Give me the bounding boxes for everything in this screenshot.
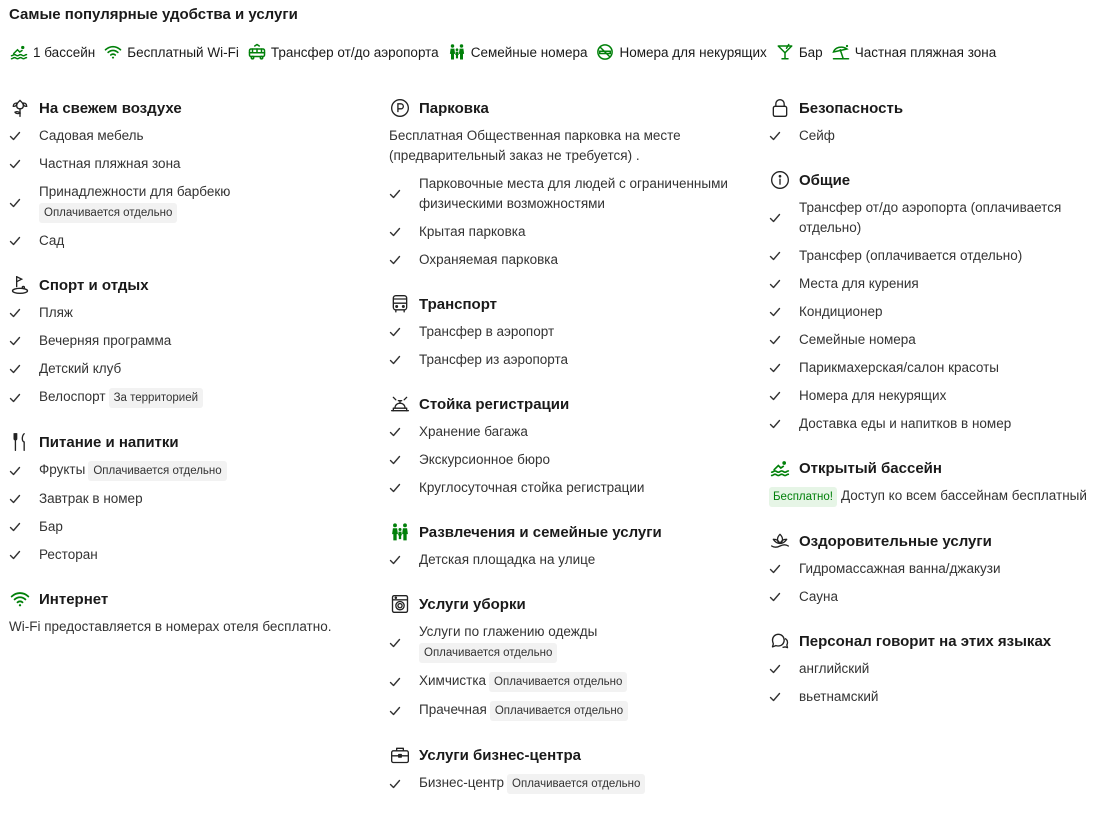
check-icon — [769, 358, 791, 378]
facility-item-body — [419, 696, 628, 725]
check-icon — [9, 359, 31, 379]
facilities-column-3 — [769, 94, 1105, 727]
check-icon — [9, 231, 31, 251]
section-title: Услуги уборки — [419, 595, 526, 613]
facility-section-entertainment — [389, 518, 759, 574]
price-badge: Оплачивается отдельно — [419, 643, 557, 663]
beach-icon — [831, 42, 851, 62]
page-title: Самые популярные удобства и услуги — [9, 6, 298, 23]
facility-item-body — [39, 541, 98, 569]
facility-item-body — [39, 456, 227, 485]
facility-item — [9, 327, 369, 355]
facility-item — [389, 418, 759, 446]
facility-item-text: Доставка еды и напитков в номер — [799, 416, 1012, 431]
facility-item-text: Ресторан — [39, 547, 98, 562]
facility-item-text: Завтрак в номер — [39, 491, 143, 506]
facility-item-text: Парикмахерская/салон красоты — [799, 360, 1000, 375]
wifi-icon — [9, 588, 31, 610]
facility-item-text: Частная пляжная зона — [39, 156, 181, 171]
facility-item-body — [419, 769, 645, 798]
no-smoking-icon — [595, 42, 615, 62]
section-title: Интернет — [39, 590, 109, 608]
section-header — [389, 741, 759, 769]
facility-item-text: Номера для некурящих — [799, 388, 947, 403]
check-icon — [9, 545, 31, 565]
flower-icon — [9, 97, 31, 119]
check-icon — [389, 478, 411, 498]
popular-facility-item — [775, 42, 823, 62]
facility-item-text: вьетнамский — [799, 689, 879, 704]
section-header — [769, 527, 1105, 555]
facility-item — [389, 618, 759, 667]
facility-item-text: Детский клуб — [39, 361, 122, 376]
facility-item-body — [39, 299, 73, 327]
popular-facility-label: Номера для некурящих — [619, 44, 767, 60]
facility-item-body — [39, 227, 64, 255]
check-icon — [389, 350, 411, 370]
check-icon — [769, 659, 791, 679]
facility-item-text: Бар — [39, 519, 63, 534]
facility-item-body — [39, 150, 181, 178]
popular-facility-item — [831, 42, 997, 62]
facility-item-text: Сад — [39, 233, 65, 248]
facility-item-body — [419, 446, 550, 474]
check-icon — [769, 559, 791, 579]
facility-item-text: Пляж — [39, 305, 73, 320]
check-icon — [9, 331, 31, 351]
check-icon — [9, 193, 31, 213]
price-badge: Оплачивается отдельно — [88, 461, 226, 481]
check-icon — [389, 774, 411, 794]
popular-facility-item — [247, 42, 439, 62]
facility-item — [389, 474, 759, 502]
section-title: Спорт и отдых — [39, 276, 149, 294]
check-icon — [389, 184, 411, 204]
facility-section-sport — [9, 271, 369, 412]
check-icon — [9, 154, 31, 174]
facility-item — [9, 122, 369, 150]
facility-item — [389, 696, 759, 725]
facility-item-body — [39, 383, 203, 412]
cocktail-icon — [775, 42, 795, 62]
section-header — [769, 454, 1105, 482]
check-icon — [769, 587, 791, 607]
facility-item-text: Химчистка — [419, 673, 487, 688]
facility-item-text: Вечерняя программа — [39, 333, 172, 348]
free-badge: Бесплатно! — [769, 487, 837, 507]
facility-item-body — [39, 513, 63, 541]
facility-item — [9, 383, 369, 412]
facility-item-body — [39, 485, 143, 513]
facility-item — [389, 769, 759, 798]
check-icon — [9, 126, 31, 146]
facility-item-body — [419, 170, 759, 218]
section-header — [9, 428, 369, 456]
section-title: Питание и напитки — [39, 433, 179, 451]
facility-item-body — [799, 298, 883, 326]
parking-icon — [389, 97, 411, 119]
info-icon — [769, 169, 791, 191]
facility-item-body — [39, 122, 144, 150]
facility-item — [389, 170, 759, 218]
facility-item-body — [419, 474, 644, 502]
facility-item-text: Бизнес-центр — [419, 775, 505, 790]
section-header — [9, 271, 369, 299]
facility-section-food — [9, 428, 369, 569]
popular-facility-label: Частная пляжная зона — [854, 44, 997, 60]
facility-item-body — [799, 555, 1001, 583]
facility-item-text: Услуги по глажению одежды — [419, 624, 598, 639]
free-text: Доступ ко всем бассейнам бесплатный — [840, 488, 1087, 503]
facility-section-wellness — [769, 527, 1105, 611]
facility-item-text: Трансфер (оплачивается отдельно) — [799, 248, 1023, 263]
price-badge: За территорией — [109, 388, 203, 408]
popular-facility-item — [447, 42, 588, 62]
section-title: Транспорт — [419, 295, 498, 313]
check-icon — [389, 550, 411, 570]
facility-item-body — [799, 583, 838, 611]
facility-item-body — [799, 270, 919, 298]
facility-item-body — [419, 418, 528, 446]
facility-item-body — [419, 546, 595, 574]
facility-item-text: Трансфер от/до аэропорта (оплачивается отдельно) — [799, 200, 1062, 235]
facility-item-text: Прачечная — [419, 702, 487, 717]
section-title: На свежем воздухе — [39, 99, 182, 117]
facility-item-body — [799, 655, 869, 683]
facility-item — [9, 178, 369, 227]
facility-section-languages — [769, 627, 1105, 711]
golf-icon — [9, 274, 31, 296]
section-header — [769, 166, 1105, 194]
facility-section-transport — [389, 290, 759, 374]
section-title: Стойка регистрации — [419, 395, 570, 413]
facility-item — [769, 410, 1105, 438]
section-header — [389, 94, 759, 122]
facility-section-security — [769, 94, 1105, 150]
check-icon — [769, 274, 791, 294]
facility-item-text: Хранение багажа — [419, 424, 528, 439]
check-icon — [769, 246, 791, 266]
check-icon — [9, 461, 31, 481]
section-header — [9, 94, 369, 122]
facility-item-text: Места для курения — [799, 276, 919, 291]
facility-item-text: Трансфер из аэропорта — [419, 352, 569, 367]
facility-item-body — [799, 382, 946, 410]
facility-item — [389, 446, 759, 474]
check-icon — [9, 517, 31, 537]
price-badge: Оплачивается отдельно — [39, 203, 177, 223]
facility-item-text: Крытая парковка — [419, 224, 526, 239]
facility-section-cleaning — [389, 590, 759, 725]
facility-section-business — [389, 741, 759, 798]
facility-item — [769, 298, 1105, 326]
price-badge: Оплачивается отдельно — [490, 701, 628, 721]
facility-item-text: Принадлежности для барбекю — [39, 184, 231, 199]
facility-item — [9, 485, 369, 513]
facility-item-text: Семейные номера — [799, 332, 916, 347]
facility-section-reception — [389, 390, 759, 502]
facility-item — [769, 555, 1105, 583]
section-header — [769, 94, 1105, 122]
wifi-icon — [103, 42, 123, 62]
facility-item — [769, 270, 1105, 298]
reception-bell-icon — [389, 393, 411, 415]
check-icon — [769, 126, 791, 146]
facility-item-text: Гидромассажная ванна/джакузи — [799, 561, 1001, 576]
facility-item-body — [39, 178, 230, 227]
check-icon — [769, 386, 791, 406]
facility-item — [389, 246, 759, 274]
facility-item — [9, 299, 369, 327]
facility-item-body — [419, 346, 568, 374]
popular-facilities-row — [9, 42, 996, 62]
facility-item — [769, 326, 1105, 354]
check-icon — [769, 687, 791, 707]
section-title: Открытый бассейн — [799, 459, 942, 477]
facility-item-text: Круглосуточная стойка регистрации — [419, 480, 645, 495]
briefcase-icon — [389, 744, 411, 766]
facility-item — [769, 683, 1105, 711]
popular-facility-label: Трансфер от/до аэропорта — [270, 44, 439, 60]
facility-item-body — [419, 218, 525, 246]
check-icon — [769, 302, 791, 322]
check-icon — [389, 633, 411, 653]
facility-item — [389, 218, 759, 246]
section-title: Услуги бизнес-центра — [419, 746, 581, 764]
facility-item-text: Фрукты — [39, 462, 86, 477]
facility-item-body — [419, 618, 597, 667]
family-icon — [389, 521, 411, 543]
check-icon — [769, 414, 791, 434]
facility-item — [9, 513, 369, 541]
section-header — [389, 518, 759, 546]
facility-item — [9, 456, 369, 485]
facility-item — [9, 355, 369, 383]
facility-item-body — [419, 667, 627, 696]
facility-item — [769, 583, 1105, 611]
check-icon — [389, 250, 411, 270]
facility-item-body — [799, 122, 835, 150]
section-header — [389, 390, 759, 418]
popular-facility-label: Бар — [798, 44, 823, 60]
facilities-column-2 — [389, 94, 759, 814]
facility-item-body — [799, 194, 1105, 242]
section-description: Wi-Fi предоставляется в номерах отеля бесплатно. — [9, 619, 332, 634]
facility-item-text: английский — [799, 661, 870, 676]
section-title: Парковка — [419, 99, 489, 117]
facility-item — [769, 194, 1105, 242]
check-icon — [769, 330, 791, 350]
facility-item-text: Трансфер в аэропорт — [419, 324, 555, 339]
facility-item — [389, 318, 759, 346]
section-title: Развлечения и семейные услуги — [419, 523, 662, 541]
price-badge: Оплачивается отдельно — [489, 672, 627, 692]
check-icon — [769, 208, 791, 228]
lock-icon — [769, 97, 791, 119]
facility-item-body — [799, 326, 916, 354]
chat-bubbles-icon — [769, 630, 791, 652]
facility-item-body — [799, 354, 999, 382]
popular-facility-label: 1 бассейн — [33, 44, 96, 60]
bus-icon — [389, 293, 411, 315]
section-title: Персонал говорит на этих языках — [799, 632, 1052, 650]
section-title: Общие — [799, 171, 851, 189]
facility-item-text: Охраняемая парковка — [419, 252, 559, 267]
facility-item — [769, 354, 1105, 382]
facility-item — [769, 242, 1105, 270]
facility-item-text: Экскурсионное бюро — [419, 452, 551, 467]
facility-item-text: Сейф — [799, 128, 835, 143]
washing-machine-icon — [389, 593, 411, 615]
check-icon — [389, 701, 411, 721]
facility-item — [389, 667, 759, 696]
facility-item-body — [799, 683, 878, 711]
popular-facility-item — [9, 42, 95, 62]
popular-facility-item — [595, 42, 766, 62]
check-icon — [9, 489, 31, 509]
facility-item-body — [39, 327, 171, 355]
popular-facility-label: Семейные номера — [470, 44, 588, 60]
price-badge: Оплачивается отдельно — [507, 774, 645, 794]
facility-item — [389, 346, 759, 374]
check-icon — [9, 388, 31, 408]
facility-section-internet — [9, 585, 369, 641]
cutlery-icon — [9, 431, 31, 453]
check-icon — [389, 422, 411, 442]
facility-item-text: Сауна — [799, 589, 838, 604]
facility-item-body — [419, 318, 554, 346]
facility-item-text: Кондиционер — [799, 304, 883, 319]
facility-item-text: Садовая мебель — [39, 128, 144, 143]
facility-item — [9, 150, 369, 178]
facility-section-pool — [769, 454, 1105, 511]
facility-item-body — [799, 410, 1011, 438]
facility-item — [389, 546, 759, 574]
section-header — [389, 290, 759, 318]
section-title: Безопасность — [799, 99, 904, 117]
check-icon — [389, 450, 411, 470]
facility-item-body — [799, 242, 1022, 270]
facility-item — [769, 382, 1105, 410]
section-header — [769, 627, 1105, 655]
facility-section-parking — [389, 94, 759, 274]
check-icon — [9, 303, 31, 323]
family-icon — [447, 42, 467, 62]
popular-facility-item — [103, 42, 239, 62]
facility-item — [9, 227, 369, 255]
section-header — [9, 585, 369, 613]
shuttle-icon — [247, 42, 267, 62]
facility-item — [769, 122, 1105, 150]
section-title: Оздоровительные услуги — [799, 532, 992, 550]
facility-section-general — [769, 166, 1105, 438]
pool-icon — [769, 457, 791, 479]
section-description — [769, 482, 1105, 511]
facility-item — [769, 655, 1105, 683]
spa-icon — [769, 530, 791, 552]
facility-item-body — [39, 355, 121, 383]
pool-icon — [9, 42, 29, 62]
facility-item-text: Велоспорт — [39, 389, 106, 404]
section-description: Бесплатная Общественная парковка на месте (предварительный заказ не требуется) . — [389, 128, 681, 163]
facility-item-body — [419, 246, 558, 274]
facility-item-text: Парковочные места для людей с ограниченными физическими возможностями — [419, 176, 728, 211]
facilities-column-1 — [9, 94, 369, 657]
check-icon — [389, 322, 411, 342]
check-icon — [389, 222, 411, 242]
facility-item — [9, 541, 369, 569]
facility-item-text: Детская площадка на улице — [419, 552, 596, 567]
check-icon — [389, 672, 411, 692]
section-header — [389, 590, 759, 618]
facility-section-outdoors — [9, 94, 369, 255]
popular-facility-label: Бесплатный Wi-Fi — [127, 44, 239, 60]
